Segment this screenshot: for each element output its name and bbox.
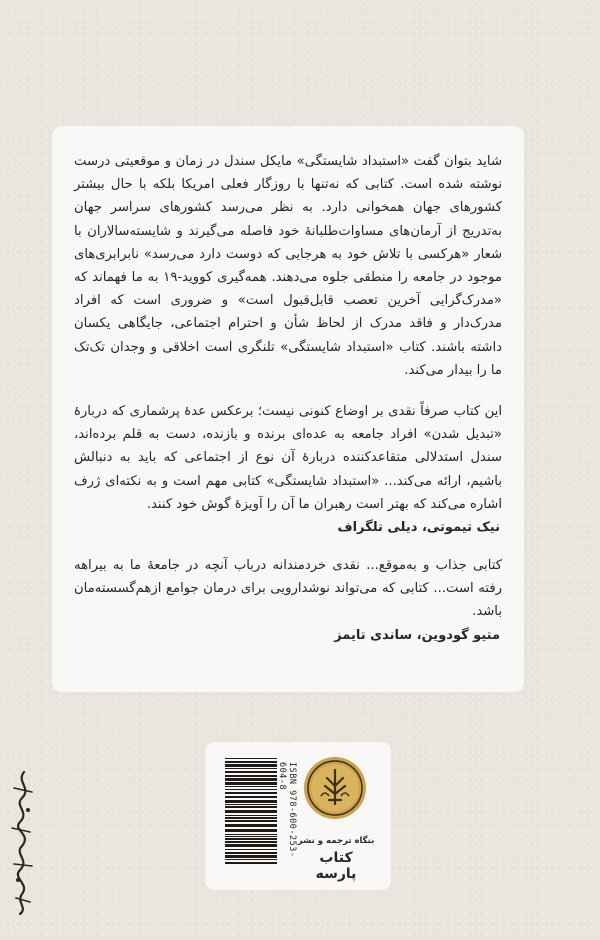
barcode-bar xyxy=(225,844,277,847)
blurb-attribution-3: متیو گودوین، ساندی تایمز xyxy=(334,627,500,643)
barcode-bar xyxy=(225,810,277,813)
barcode-bar xyxy=(225,789,277,790)
barcode-bar xyxy=(225,841,277,843)
barcode-bar xyxy=(225,836,277,837)
barcode-bar xyxy=(225,849,277,850)
barcode-bar xyxy=(225,796,277,798)
barcode-bar xyxy=(225,859,277,860)
barcode-bar xyxy=(225,834,277,835)
barcode-bar xyxy=(225,838,277,840)
barcode-bar xyxy=(225,758,277,759)
barcode-bar xyxy=(225,764,277,767)
barcode-box xyxy=(205,742,391,890)
publisher-name: کتاب پارسه xyxy=(315,850,357,882)
barcode-bar xyxy=(225,761,277,763)
barcode-bar xyxy=(225,824,277,827)
blurb-panel xyxy=(52,126,524,692)
barcode-bar xyxy=(225,852,277,854)
barcode-bar xyxy=(225,775,277,777)
blurb-paragraph-1: شاید بتوان گفت «استبداد شایستگی» مایکل سندل در زمان و موقعیتی درست نوشته شده است. کتابی که نه‌تنها با روزگار فعلی امریکا بلکه با حال بیشتر کشورهای جهان همخوانی دارد. به نظر می‌رسد کشورهای سراسر جهان به‌تدریج از آرمان‌های مساوات‌طلبانهٔ خود فاصله می‌گیرند و شایسته‌سالاران با شعار «هرکسی با تلاش خود به هرجایی که دوست دارد می‌رسد» نابرابری‌های موجود در جامعه را منطقی جلوه می‌دهند. همه‌گیری کووید-۱۹ به ما فهماند که «مدرک‌گرایی آخرین تعصب قابل‌قبول است» و ضروری است که افراد مدرک‌دار و فاقد مدرک از لحاظ شأن و احترام اجتماعی، جایگاهی یکسان داشته باشند. کتاب «استبداد شایستگی» تلنگری است اخلاقی و وجدان تک‌تک ما را بیدار می‌کند. xyxy=(74,154,502,378)
barcode-bar xyxy=(225,771,277,773)
barcode-bar xyxy=(225,855,277,858)
publisher-emblem-icon xyxy=(303,756,367,820)
barcode-bar xyxy=(225,792,277,794)
blurb-paragraph-3: کتابی جذاب و به‌موقع... نقدی خردمندانه درباب آنچه در جامعهٔ ما به بیراهه رفته است... کتابی که می‌تواند نوشدارویی برای درمان جوامع ازهم‌گسسته‌مان باشد. xyxy=(74,558,502,620)
barcode-bar xyxy=(225,778,277,781)
barcode-bar xyxy=(225,815,277,816)
isbn-text: ISBN 978-600-253-604-8 xyxy=(277,762,297,858)
barcode-bar xyxy=(225,817,277,819)
barcode-bar xyxy=(225,782,277,785)
barcode xyxy=(225,756,277,868)
barcode-bar xyxy=(225,800,277,803)
barcode-bar xyxy=(225,829,277,832)
barcode-bar xyxy=(225,862,277,864)
barcode-bar xyxy=(225,820,277,822)
publisher-tagline: بنگاه ترجمه و نشر xyxy=(297,836,375,846)
barcode-bar xyxy=(225,768,277,769)
barcode-bar xyxy=(225,806,277,808)
barcode-bar xyxy=(225,786,277,787)
barcode-bar xyxy=(225,804,277,805)
blurb-paragraph-2: این کتاب صرفاً نقدی بر اوضاع کنونی نیست؛ برعکس عدهٔ پرشماری که دربارهٔ «تبدیل شدن» افراد جامعه به عده‌ای برنده و بازنده، دست به قلم برده‌اند، سندل استدلالی متقاعدکننده دربارهٔ آن نوع از اجتماعی که باید به دنبالش باشیم، ارائه می‌کند... «استبداد شایستگی» کتابی مهم است و به نکته‌ای ژرف اشاره می‌کند که بهتر است رهبران ما آن را آویزهٔ گوش خود کنند. xyxy=(74,404,502,512)
artist-signature-icon xyxy=(6,768,40,918)
blurb-attribution-2: نیک تیموتی، دیلی تلگراف xyxy=(337,520,500,536)
